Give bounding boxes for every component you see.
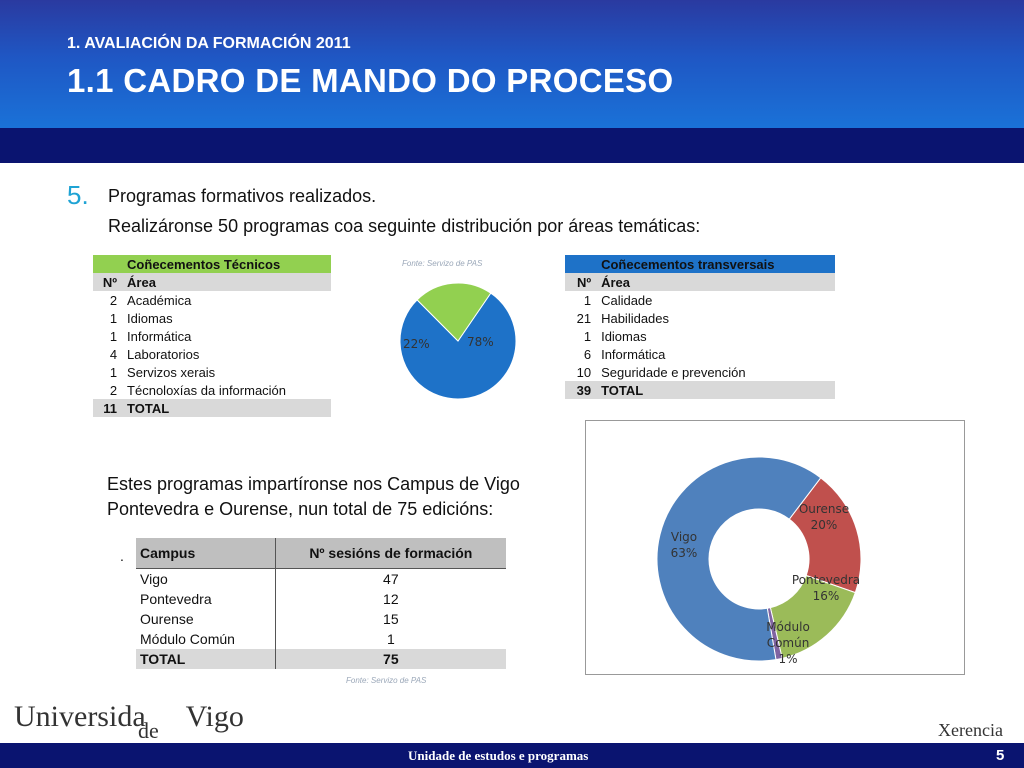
table-title: Coñecementos Técnicos [123,255,331,273]
campus-paragraph [107,472,577,522]
donut-slice-label: Ourense [798,502,850,516]
campus-paragraph-line: Estes programas impartíronse nos Campus de Vigo [107,474,520,494]
row-count: 1 [583,328,592,344]
areas-pie-chart [395,280,520,402]
source-note: Fonte: Servizo de PAS [346,676,427,685]
row-count: 2 [109,382,118,398]
logo-word: Vigo [185,700,244,733]
page-title: 1.1 CADRO DE MANDO DO PROCESO [67,62,674,99]
row-count: 1 [109,364,118,380]
campus-name: Pontevedra [140,591,212,607]
table-title: Coñecementos transversais [597,255,835,273]
row-area: Informática [127,328,192,344]
bullet-subtext: Realizáronse 50 programas coa seguinte distribución por áreas temáticas: [108,216,701,236]
campus-name: Ourense [140,611,194,627]
donut-slice-label: 1% [778,652,798,666]
source-note: Fonte: Servizo de PAS [402,259,483,268]
row-area: Académica [127,292,192,308]
donut-slice-label: Común [766,636,810,650]
row-area: Informática [601,346,666,362]
pie-slice-label: 78% [467,335,494,349]
row-count: 4 [109,346,118,362]
stray-dot: . [120,548,124,564]
logo-word: Universida [14,700,146,733]
row-count: 1 [583,292,592,308]
column-header: Nº [565,273,597,291]
row-count: 1 [109,310,118,326]
campus-paragraph-line: Pontevedra e Ourense, nun total de 75 edicións: [107,499,494,519]
row-area: Idiomas [601,328,647,344]
campus-chart-frame [585,420,965,675]
row-count: 6 [583,346,592,362]
row-area: Idiomas [127,310,173,326]
donut-slice-label: 63% [670,546,698,560]
campus-sessions: 47 [275,569,506,590]
donut-slice-label: 20% [810,518,838,532]
column-header: Área [597,273,835,291]
row-area: Calidade [601,292,653,308]
university-logo [14,700,244,734]
donut-slice-label: 16% [812,589,840,603]
row-count: 10 [576,364,592,380]
row-count: 21 [576,310,592,326]
row-area: Laboratorios [127,346,200,362]
total-label: TOTAL [597,381,835,399]
donut-slice-label: Vigo [670,530,698,544]
column-header: Campus [136,538,275,569]
header-band [0,128,1024,163]
row-area: Técnoloxías da información [127,382,287,398]
campus-sessions: 1 [275,629,506,649]
page-number: 5 [996,747,1005,764]
total-count: 39 [565,381,597,399]
transversal-knowledge-table [565,255,835,399]
row-area: Servizos xerais [127,364,216,380]
total-label: TOTAL [123,399,331,417]
row-area: Seguridade e prevención [601,364,746,380]
campus-donut-chart [586,421,964,674]
row-area: Habilidades [601,310,670,326]
bullet-text: Programas formativos realizados. [108,186,377,206]
logo-de: de [138,718,159,743]
column-header: Nº [93,273,123,291]
campus-sessions-table [136,538,506,669]
total-label: TOTAL [136,649,275,669]
technical-knowledge-table [93,255,331,417]
table-header-spacer [93,255,123,273]
campus-name: Módulo Común [140,631,235,647]
footer-label: Unidade de estudos e programas [408,748,589,763]
donut-slice-label: Módulo [766,620,810,634]
section-subtitle: 1. AVALIACIÓN DA FORMACIÓN 2011 [67,35,351,52]
column-header: Área [123,273,331,291]
table-header-spacer [565,255,597,273]
pie-slice-label: 22% [403,337,430,351]
total-count: 75 [275,649,506,669]
campus-sessions: 12 [275,589,506,609]
campus-name: Vigo [136,569,275,590]
row-count: 2 [109,292,118,308]
column-header: Nº sesións de formación [275,538,506,569]
total-count: 11 [93,399,123,417]
row-count: 1 [109,328,118,344]
donut-slice-label: Pontevedra [791,573,861,587]
bullet-number: 5. [67,180,89,210]
campus-sessions: 15 [275,609,506,629]
xerencia-label: Xerencia [938,720,1003,740]
